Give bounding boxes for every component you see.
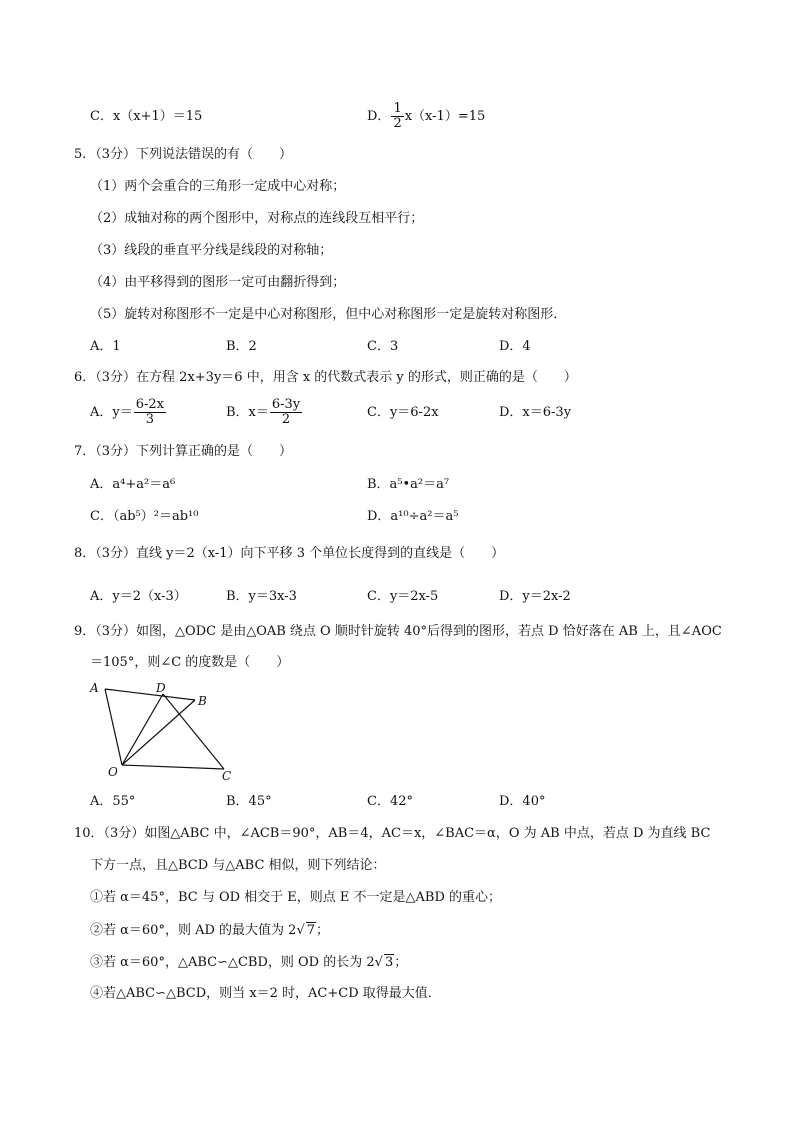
label-o: O: [108, 765, 118, 779]
q5-option-c: C．3: [367, 339, 399, 354]
q5-stem: 5．（3分）下列说法错误的有（ ）: [74, 147, 293, 162]
q9-option-b: B．45°: [226, 794, 272, 809]
q10-conclusion-1: ①若 α＝45°，BC 与 OD 相交于 E，则点 E 不一定是△ABD 的重心；: [90, 890, 502, 905]
q10-conclusion-4: ④若△ABC∽△BCD，则当 x＝2 时，AC+CD 取得最大值．: [90, 986, 441, 1001]
q10-conclusion-2-end: ；: [316, 923, 330, 938]
fraction-denominator: 2: [393, 116, 402, 131]
label-d: D: [156, 681, 166, 695]
q6-option-a-fraction: [134, 398, 166, 427]
fraction-denominator: 3: [145, 412, 155, 427]
segment-oc: [122, 765, 224, 769]
q5-item-4: （4）由平移得到的图形一定可由翻折得到；: [90, 275, 346, 290]
segment-ob: [122, 700, 195, 765]
fraction-numerator: 1: [393, 101, 402, 116]
q5-option-b: B．2: [226, 339, 257, 354]
segment-ao: [105, 689, 122, 765]
q6-option-c: C．y＝6-2x: [367, 405, 439, 420]
fraction-numerator: 6-2x: [135, 397, 165, 412]
label-a: A: [90, 681, 99, 695]
q6-option-b: [226, 397, 303, 429]
q6-option-b-prefix: B．x＝: [226, 405, 269, 420]
q10-conclusion-3-end: ；: [394, 955, 408, 970]
q9-option-c: C．42°: [367, 794, 413, 809]
q6-option-b-fraction: [270, 398, 302, 427]
q9-option-a: A．55°: [90, 794, 136, 809]
q9-stem-line1: 9．（3分）如图，△ODC 是由△OAB 绕点 O 顺时针旋转 40°后得到的图形，若点 D 恰好落在 AB 上，且∠AOC: [74, 624, 722, 639]
segment-od: [122, 694, 163, 765]
q4-option-d-rest: x（x-1）=15: [404, 109, 486, 124]
q8-stem: 8．（3分）直线 y＝2（x-1）向下平移 3 个单位长度得到的直线是（ ）: [74, 546, 505, 561]
q6-stem: 6．（3分）在方程 2x+3y＝6 中，用含 x 的代数式表示 y 的形式，则正确的是（ ）: [74, 370, 577, 385]
q4-option-d-prefix: D．: [367, 109, 391, 124]
q10-stem-line2: 下方一点，且△BCD 与△ABC 相似，则下列结论：: [90, 858, 386, 873]
q4-option-d-fraction: [391, 102, 403, 131]
q9-option-d: D．40°: [499, 794, 546, 809]
q8-option-d: D．y＝2x-2: [499, 589, 571, 604]
q6-option-a-prefix: A．y＝: [90, 405, 133, 420]
q7-option-c: C．（ab⁵）²＝ab¹⁰: [90, 509, 199, 524]
q5-item-3: （3）线段的垂直平分线是线段的对称轴；: [90, 243, 333, 258]
q8-option-c: C．y＝2x-5: [367, 589, 439, 604]
q7-option-a: A．a⁴+a²＝a⁶: [90, 477, 176, 492]
q10-conclusion-3: [90, 954, 407, 971]
q6-option-a: [90, 397, 167, 429]
q7-stem: 7．（3分）下列计算正确的是（ ）: [74, 444, 293, 459]
q10-conclusion-2-radicand: 7: [306, 923, 316, 938]
segment-dc: [163, 694, 224, 769]
q9-stem-line2: ＝105°，则∠C 的度数是（ ）: [90, 655, 290, 670]
q6-option-d: D．x＝6-3y: [499, 405, 572, 420]
q8-option-a: A．y＝2（x-3）: [90, 589, 187, 604]
q4-option-d: [367, 101, 485, 133]
fraction-denominator: 2: [281, 412, 291, 427]
sqrt-sign: √: [296, 923, 305, 938]
q10-conclusion-2: [90, 922, 329, 939]
q4-option-c: C．x（x+1）＝15: [90, 109, 203, 124]
q7-option-b: B．a⁵•a²＝a⁷: [367, 477, 450, 492]
q5-option-d: D．4: [499, 339, 531, 354]
segment-ab: [105, 689, 195, 700]
label-c: C: [222, 769, 232, 783]
q9-figure: [86, 678, 246, 788]
q10-stem-line1: 10．（3分）如图△ABC 中，∠ACB＝90°，AB＝4，AC＝x，∠BAC＝α，O 为 AB 中点，若点 D 为直线 BC: [74, 826, 711, 841]
label-b: B: [198, 694, 207, 708]
q10-conclusion-3-text: ③若 α＝60°，△ABC∽△CBD，则 OD 的长为 2: [90, 955, 375, 970]
q5-item-5: （5）旋转对称图形不一定是中心对称图形，但中心对称图形一定是旋转对称图形．: [90, 307, 567, 322]
q10-conclusion-3-radicand: 3: [384, 955, 394, 970]
q8-option-b: B．y＝3x-3: [226, 589, 297, 604]
q5-item-2: （2）成轴对称的两个图形中，对称点的连线段互相平行；: [90, 211, 424, 226]
fraction-numerator: 6-3y: [271, 397, 301, 412]
q5-option-a: A．1: [90, 339, 121, 354]
sqrt-sign: √: [374, 955, 383, 970]
q7-option-d: D．a¹⁰÷a²＝a⁵: [367, 509, 459, 524]
q10-conclusion-2-text: ②若 α＝60°，则 AD 的最大值为 2: [90, 923, 297, 938]
q5-item-1: （1）两个会重合的三角形一定成中心对称；: [90, 179, 346, 194]
